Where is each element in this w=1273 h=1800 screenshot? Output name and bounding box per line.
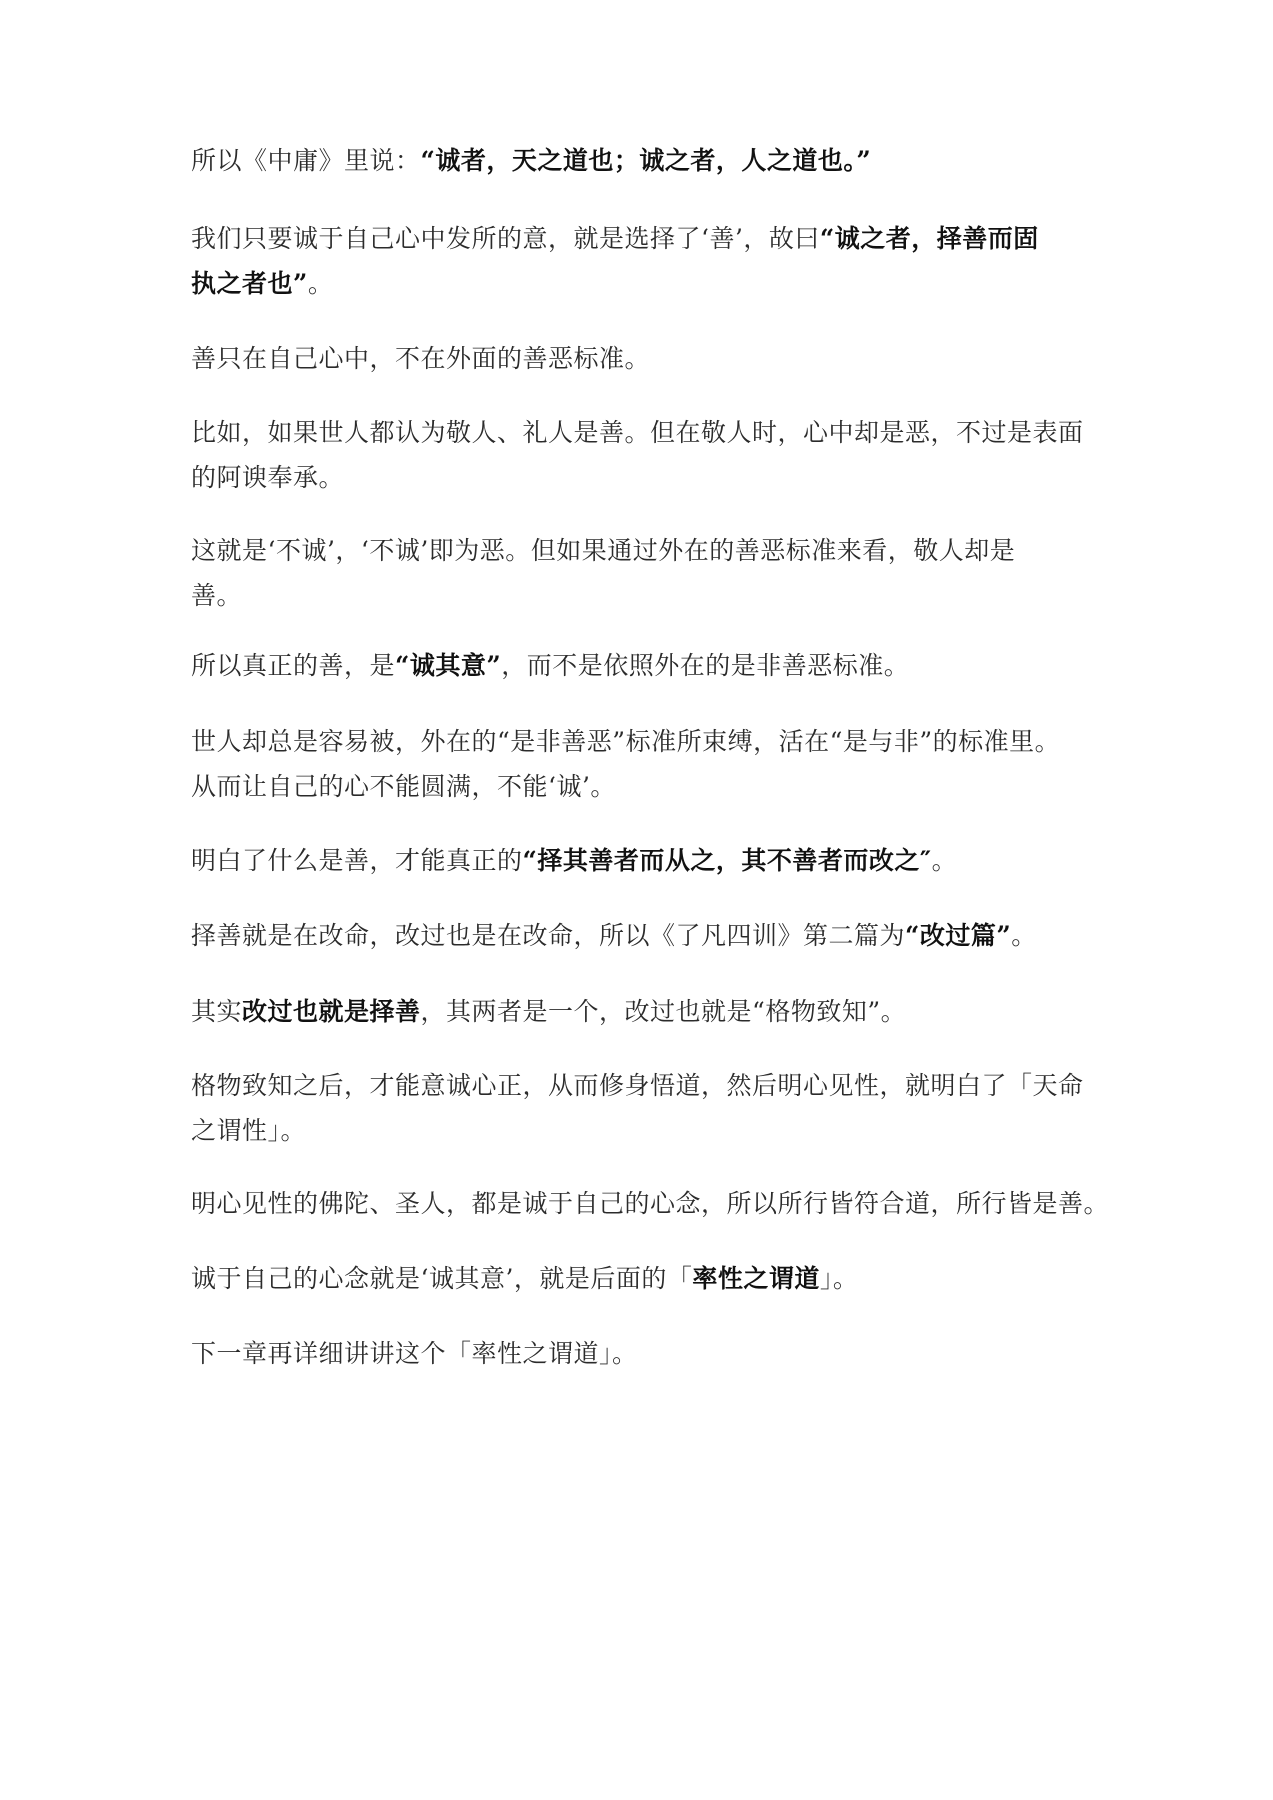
paragraph-line <box>191 764 1091 809</box>
paragraph-line <box>191 719 1091 764</box>
paragraph <box>191 528 1091 618</box>
paragraph-line <box>191 1256 1091 1301</box>
bold-text: “诚其意” <box>395 651 502 680</box>
text-run: 明白了什么是善，才能真正的 <box>191 846 523 875</box>
paragraph-line <box>191 643 1091 688</box>
paragraph-line <box>191 216 1091 261</box>
paragraph <box>191 138 1091 183</box>
paragraph-line <box>191 261 1091 306</box>
text-run: 的阿谀奉承。 <box>191 463 345 492</box>
paragraph <box>191 719 1091 809</box>
text-run: 择善就是在改命，改过也是在改命，所以《了凡四训》第二篇为 <box>191 921 906 950</box>
text-run: 诚于自己的心念就是‘诚其意’，就是后面的「 <box>191 1264 693 1293</box>
paragraph <box>191 216 1091 306</box>
text-run: ，而不是依照外在的是非善恶标准。 <box>501 651 910 680</box>
paragraph-line <box>191 410 1091 455</box>
paragraph <box>191 1331 1091 1376</box>
text-run: 。 <box>1011 921 1037 950</box>
bold-text: “诚之者，择善而固 <box>819 224 1039 253</box>
paragraph-line <box>191 1063 1091 1108</box>
paragraph <box>191 1063 1091 1153</box>
paragraph-line <box>191 989 1091 1034</box>
text-run: 这就是‘不诚’，‘不诚’即为恶。但如果通过外在的善恶标准来看，敬人却是 <box>191 536 1016 565</box>
paragraph-line <box>191 913 1091 958</box>
paragraph <box>191 1181 1110 1226</box>
paragraph-line <box>191 1331 1091 1376</box>
text-run: 所以真正的善，是 <box>191 651 396 680</box>
text-run: 其实 <box>191 997 243 1026</box>
paragraph <box>191 643 1091 688</box>
paragraph-line <box>191 573 1091 618</box>
text-run: 之谓性」。 <box>191 1116 307 1145</box>
paragraph-line <box>191 138 1091 183</box>
paragraph <box>191 989 1091 1034</box>
text-run: ，其两者是一个，改过也就是“格物致知”。 <box>420 997 907 1026</box>
bold-text: 率性之谓道 <box>692 1264 820 1293</box>
text-run: 善。 <box>191 581 243 610</box>
bold-text: 执之者也” <box>191 269 308 298</box>
bold-text: 改过也就是择善 <box>242 997 421 1026</box>
bold-text: “择其善者而从之，其不善者而改之″ <box>522 846 932 875</box>
text-run: 比如，如果世人都认为敬人、礼人是善。但在敬人时，心中却是恶，不过是表面 <box>191 418 1084 447</box>
text-run: 下一章再详细讲讲这个「率性之谓道」。 <box>191 1339 638 1368</box>
paragraph <box>191 336 1091 381</box>
paragraph <box>191 913 1091 958</box>
paragraph-line <box>191 1181 1110 1226</box>
text-run: 。 <box>931 846 958 875</box>
text-run: 格物致知之后，才能意诚心正，从而修身悟道，然后明心见性，就明白了「天命 <box>191 1071 1084 1100</box>
bold-text: “诚者，天之道也；诚之者，人之道也。” <box>420 146 872 175</box>
text-run: 明心见性的佛陀、圣人，都是诚于自己的心念，所以所行皆符合道，所行皆是善。 <box>191 1189 1110 1218</box>
text-run: 我们只要诚于自己心中发所的意，就是选择了‘善’，故曰 <box>191 224 820 253</box>
paragraph-line <box>191 1108 1091 1153</box>
text-run: 所以《中庸》里说： <box>191 146 421 175</box>
paragraph <box>191 1256 1091 1301</box>
paragraph-line <box>191 528 1091 573</box>
text-run: 。 <box>307 269 334 298</box>
paragraph <box>191 838 1091 883</box>
paragraph-line <box>191 455 1091 500</box>
text-run: 善只在自己心中，不在外面的善恶标准。 <box>191 344 651 373</box>
text-run: 世人却总是容易被，外在的“是非善恶”标准所束缚，活在“是与非”的标准里。 <box>191 727 1061 756</box>
paragraph <box>191 410 1091 500</box>
paragraph-line <box>191 838 1091 883</box>
text-run: 从而让自己的心不能圆满，不能‘诚’。 <box>191 772 616 801</box>
text-run: 」。 <box>819 1264 859 1293</box>
paragraph-line <box>191 336 1091 381</box>
bold-text: “改过篇” <box>905 921 1012 950</box>
